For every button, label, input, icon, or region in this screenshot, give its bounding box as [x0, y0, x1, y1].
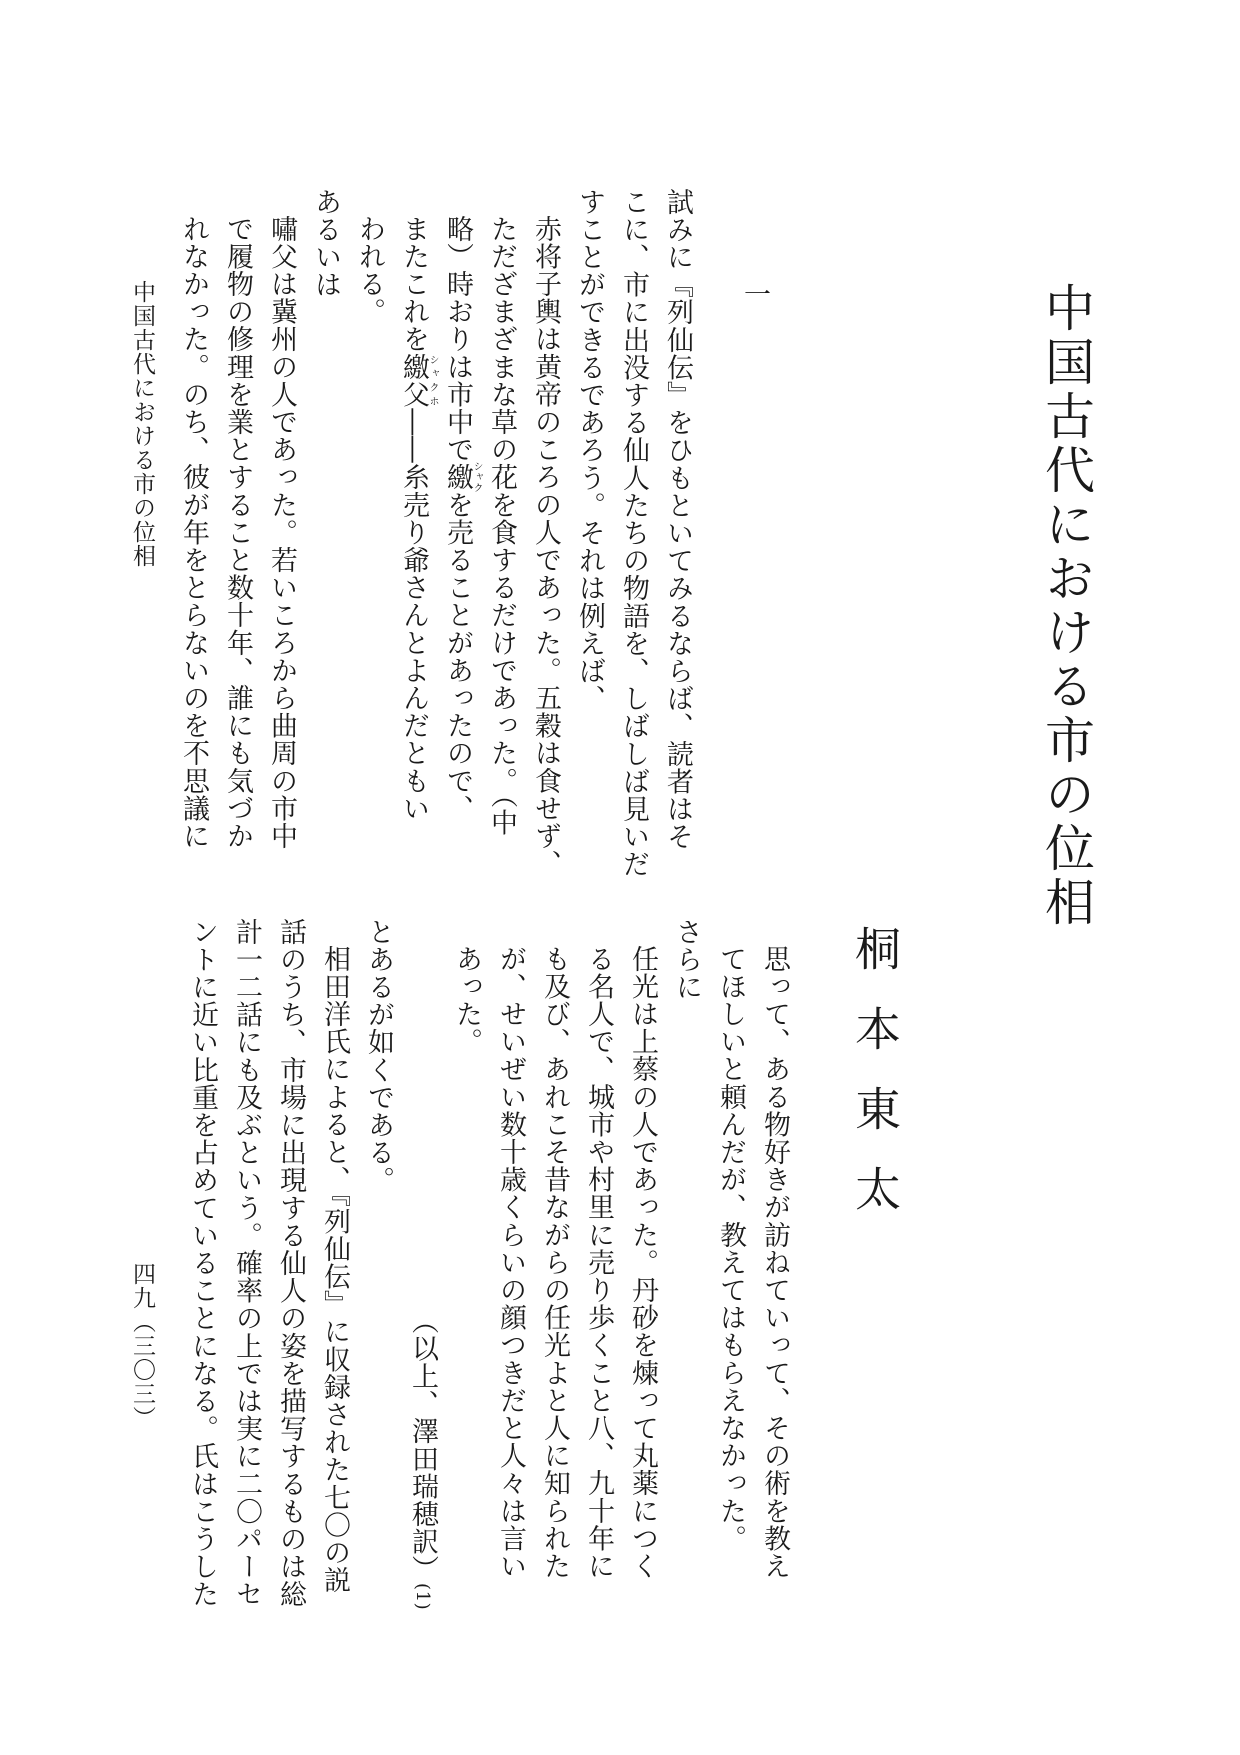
ruby-reading: シャクホ — [427, 353, 438, 409]
lower-line: が、せいぜい数十歳くらいの顔つきだと人々は言い — [495, 945, 526, 1580]
lower-line: る名人で、城市や村里に売り歩くこと八、九十年に — [583, 945, 614, 1580]
upper-line: あるいは — [310, 188, 341, 299]
lower-line: 話のうち、市場に出現する仙人の姿を描写するものは総 — [275, 918, 306, 1608]
upper-line: 嘯父は冀州の人であった。若いころから曲周の市中 — [266, 215, 297, 850]
upper-line: すことができるであろう。それは例えば、 — [574, 188, 605, 713]
footnote-mark: (1) — [412, 1583, 433, 1611]
lower-line: 任光は上蔡の人であった。丹砂を煉って丸薬につく — [627, 945, 658, 1580]
upper-line: われる。 — [354, 215, 385, 326]
upper-line: れなかった。のち、彼が年をとらないのを不思議に — [178, 215, 209, 850]
lower-line: ントに近い比重を占めていることになる。氏はこうした — [187, 918, 218, 1608]
upper-line: で履物の修理を業とすること数十年、誰にも気づか — [222, 215, 253, 850]
page-number: 四九（三〇三） — [129, 1262, 155, 1430]
article-author: 桐本東太 — [848, 925, 902, 1245]
upper-line-text: を売ることがあったので、 — [442, 491, 473, 823]
upper-line: ただざまざまな草の花を食するだけであった。（中 — [486, 215, 517, 837]
article-title: 中国古代における市の位相 — [1037, 282, 1095, 930]
ruby-term — [398, 353, 438, 409]
lower-line: てほしいと頼んだが、教えてはもらえなかった。 — [715, 945, 746, 1553]
lower-line: あった。 — [451, 945, 482, 1056]
translator-text: （以上、澤田瑞穂訳） — [407, 1307, 438, 1583]
lower-line: 計一二話にも及ぶという。確率の上では実に二〇パーセ — [231, 918, 262, 1608]
upper-line-text: ――糸売り爺さんとよんだともい — [398, 408, 429, 823]
lower-line: 相田洋氏によると、『列仙伝』に収録された七〇の説 — [319, 945, 350, 1594]
translator-credit — [402, 1307, 442, 1610]
upper-line — [393, 215, 438, 822]
upper-line: 赤将子輿は黄帝のころの人であった。五穀は食せず、 — [530, 215, 561, 878]
ruby-base: 繳 — [442, 461, 473, 494]
ruby-reading: シャク — [471, 461, 482, 494]
ruby-base: 繳父 — [398, 353, 429, 409]
running-title: 中国古代における市の位相 — [129, 280, 155, 568]
ruby-term — [442, 461, 482, 494]
lower-line: も及び、あれこそ昔ながらの任光よと人に知られた — [539, 945, 570, 1580]
lower-line: とあるが如くである。 — [363, 918, 394, 1194]
upper-line — [437, 215, 482, 822]
lower-line: 思って、ある物好きが訪ねていって、その術を教え — [759, 945, 790, 1580]
section-number: 一 — [739, 280, 770, 307]
upper-line-text: またこれを — [398, 215, 429, 353]
lower-line: さらに — [671, 918, 702, 1001]
upper-line: 試みに『列仙伝』をひもといてみるならば、読者はそ — [662, 188, 693, 851]
upper-line: こに、市に出没する仙人たちの物語を、しばしば見いだ — [618, 188, 649, 878]
upper-line-text: 略）時おりは市中で — [442, 215, 473, 464]
